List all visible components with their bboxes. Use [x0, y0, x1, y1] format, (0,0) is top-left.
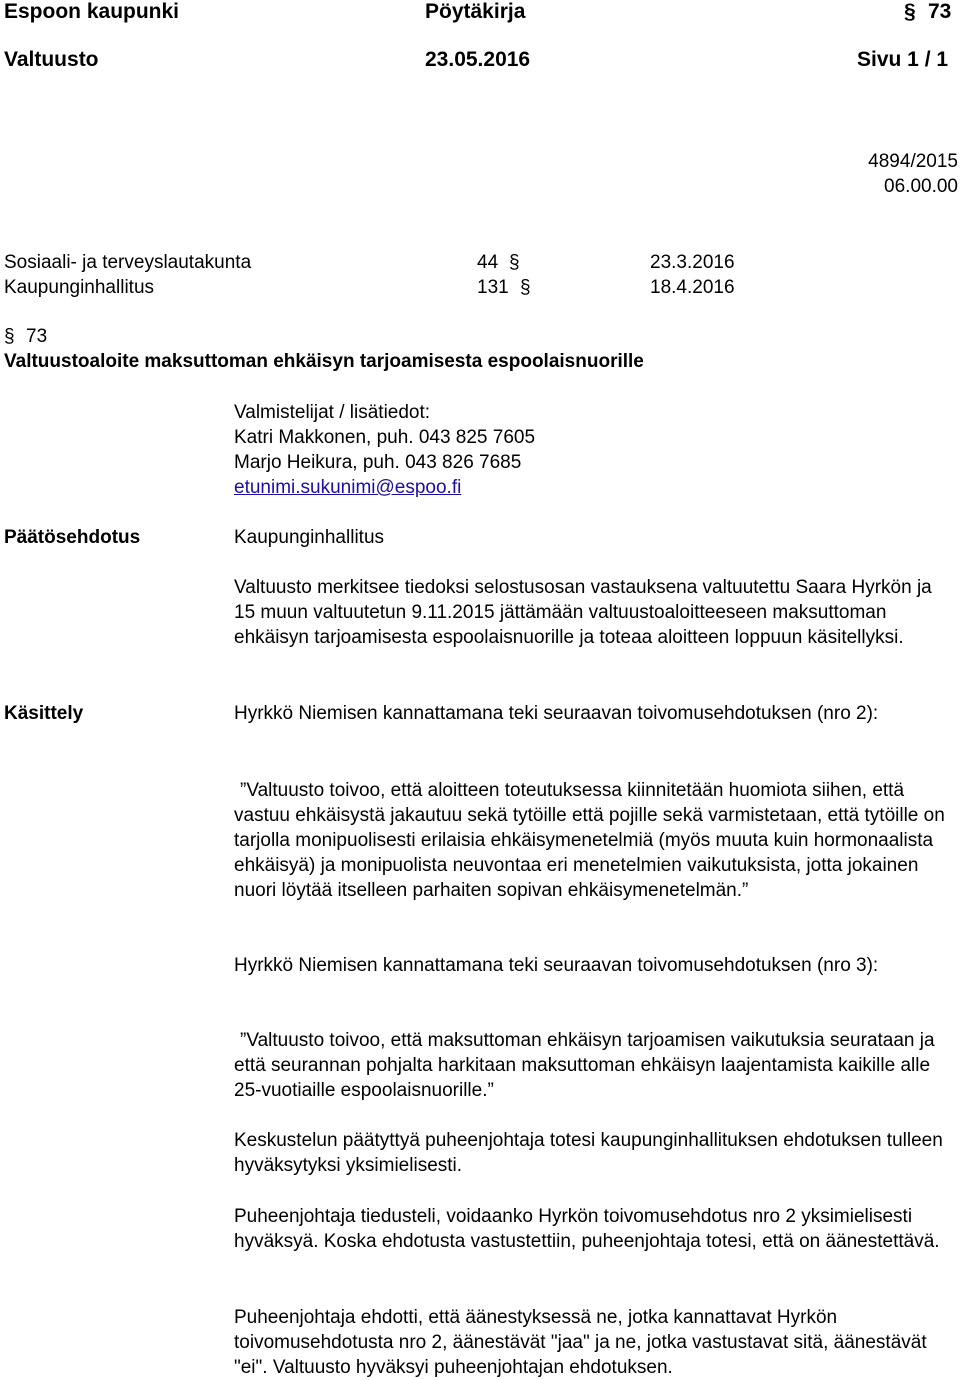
handling-paragraph — [234, 1305, 949, 1380]
case-number: 4894/2015 — [868, 151, 958, 172]
handling-paragraph — [234, 953, 949, 978]
preparer-line: Katri Makkonen, puh. 043 825 7605 — [234, 427, 536, 448]
handling-quote — [234, 1028, 949, 1103]
item-section-sign: § — [4, 326, 15, 347]
section-number: 73 — [928, 0, 952, 23]
history-body: Kaupunginhallitus — [4, 277, 155, 298]
proposal-proposer: Kaupunginhallitus — [234, 527, 385, 548]
meeting-date: 23.05.2016 — [425, 48, 531, 71]
handling-text: Puheenjohtaja tiedusteli, voidaanko Hyrkön toivomusehdotus nro 2 yksimielisesti hyväksyä. Koska ehdotusta vastustettiin, puheenjohtaja totesi, että on äänestettävä. — [234, 1206, 940, 1252]
body-name: Valtuusto — [4, 48, 99, 71]
history-number: 44 — [477, 252, 499, 273]
preparers-heading: Valmistelijat / lisätiedot: — [234, 402, 431, 423]
handling-text: ”Valtuusto toivoo, että maksuttoman ehkäisyn tarjoamisen vaikutuksia seurataan ja että seurannan pohjalta harkitaan maksuttoman ehkäisyn laajentamista kaikille alle 25-vuotiaille espoolaisnuorille.” — [234, 1030, 935, 1101]
history-date: 18.4.2016 — [650, 277, 735, 298]
proposal-paragraph: Valtuusto merkitsee tiedoksi selostusosan vastauksena valtuutettu Saara Hyrkön ja 15 muun valtuutetun 9.11.2015 jättämään valtuustoaloitteeseen maksuttoman ehkäisyn tarjoamisesta espoolaisnuorille ja toteaa aloitteen loppuun käsitellyksi. — [234, 577, 932, 648]
archive-code: 06.00.00 — [884, 176, 958, 197]
page-indicator: Sivu 1 / 1 — [857, 48, 949, 71]
history-section-sign: § — [520, 277, 531, 298]
history-section-sign: § — [509, 252, 520, 273]
doc-type: Pöytäkirja — [425, 0, 526, 23]
handling-text: Keskustelun päätyttyä puheenjohtaja totesi kaupunginhallituksen ehdotuksen tulleen hyväksytyksi yksimielisesti. — [234, 1130, 943, 1176]
history-number: 131 — [477, 277, 509, 298]
handling-quote — [234, 778, 949, 903]
item-title: Valtuustoaloite maksuttoman ehkäisyn tarjoamisesta espoolaisnuorille — [4, 351, 644, 372]
handling-text: ”Valtuusto toivoo, että aloitteen toteutuksessa kiinnitetään huomiota siihen, että vastuu ehkäisystä jakautuu sekä tytöille että pojille sekä varmistetaan, että tytöille on tarjolla monipuolisesti erilaisia ehkäisymenetelmiä (myös muuta kuin hormonaalista ehkäisyä) ja monipuolista neuvontaa eri menetelmien vaikutuksista, jotta jokainen nuori löytää itselleen parhaiten sopivan ehkäisymenetelmän.” — [234, 780, 945, 901]
history-body: Sosiaali- ja terveyslautakunta — [4, 252, 252, 273]
preparer-line: Marjo Heikura, puh. 043 826 7685 — [234, 452, 522, 473]
handling-paragraph — [234, 1128, 949, 1178]
handling-text: Hyrkkö Niemisen kannattamana teki seuraavan toivomusehdotuksen (nro 2): — [234, 703, 879, 724]
email-link[interactable]: etunimi.sukunimi@espoo.fi — [234, 477, 462, 498]
handling-text: Hyrkkö Niemisen kannattamana teki seuraavan toivomusehdotuksen (nro 3): — [234, 955, 879, 976]
handling-text: Puheenjohtaja ehdotti, että äänestyksessä ne, jotka kannattavat Hyrkön toivomusehdotusta nro 2, äänestävät "jaa" ja ne, jotka vastustavat sitä, äänestävät "ei". Valtuusto hyväksyi puheenjohtajan ehdotuksen. — [234, 1307, 927, 1378]
org-name: Espoon kaupunki — [4, 0, 180, 23]
handling-paragraph — [234, 1204, 949, 1254]
handling-label: Käsittely — [4, 703, 84, 724]
item-number: 73 — [26, 326, 48, 347]
section-sign: § — [904, 0, 916, 23]
proposal-label: Päätösehdotus — [4, 527, 141, 548]
proposal-text — [234, 575, 949, 650]
handling-paragraph — [234, 701, 949, 726]
history-date: 23.3.2016 — [650, 252, 735, 273]
